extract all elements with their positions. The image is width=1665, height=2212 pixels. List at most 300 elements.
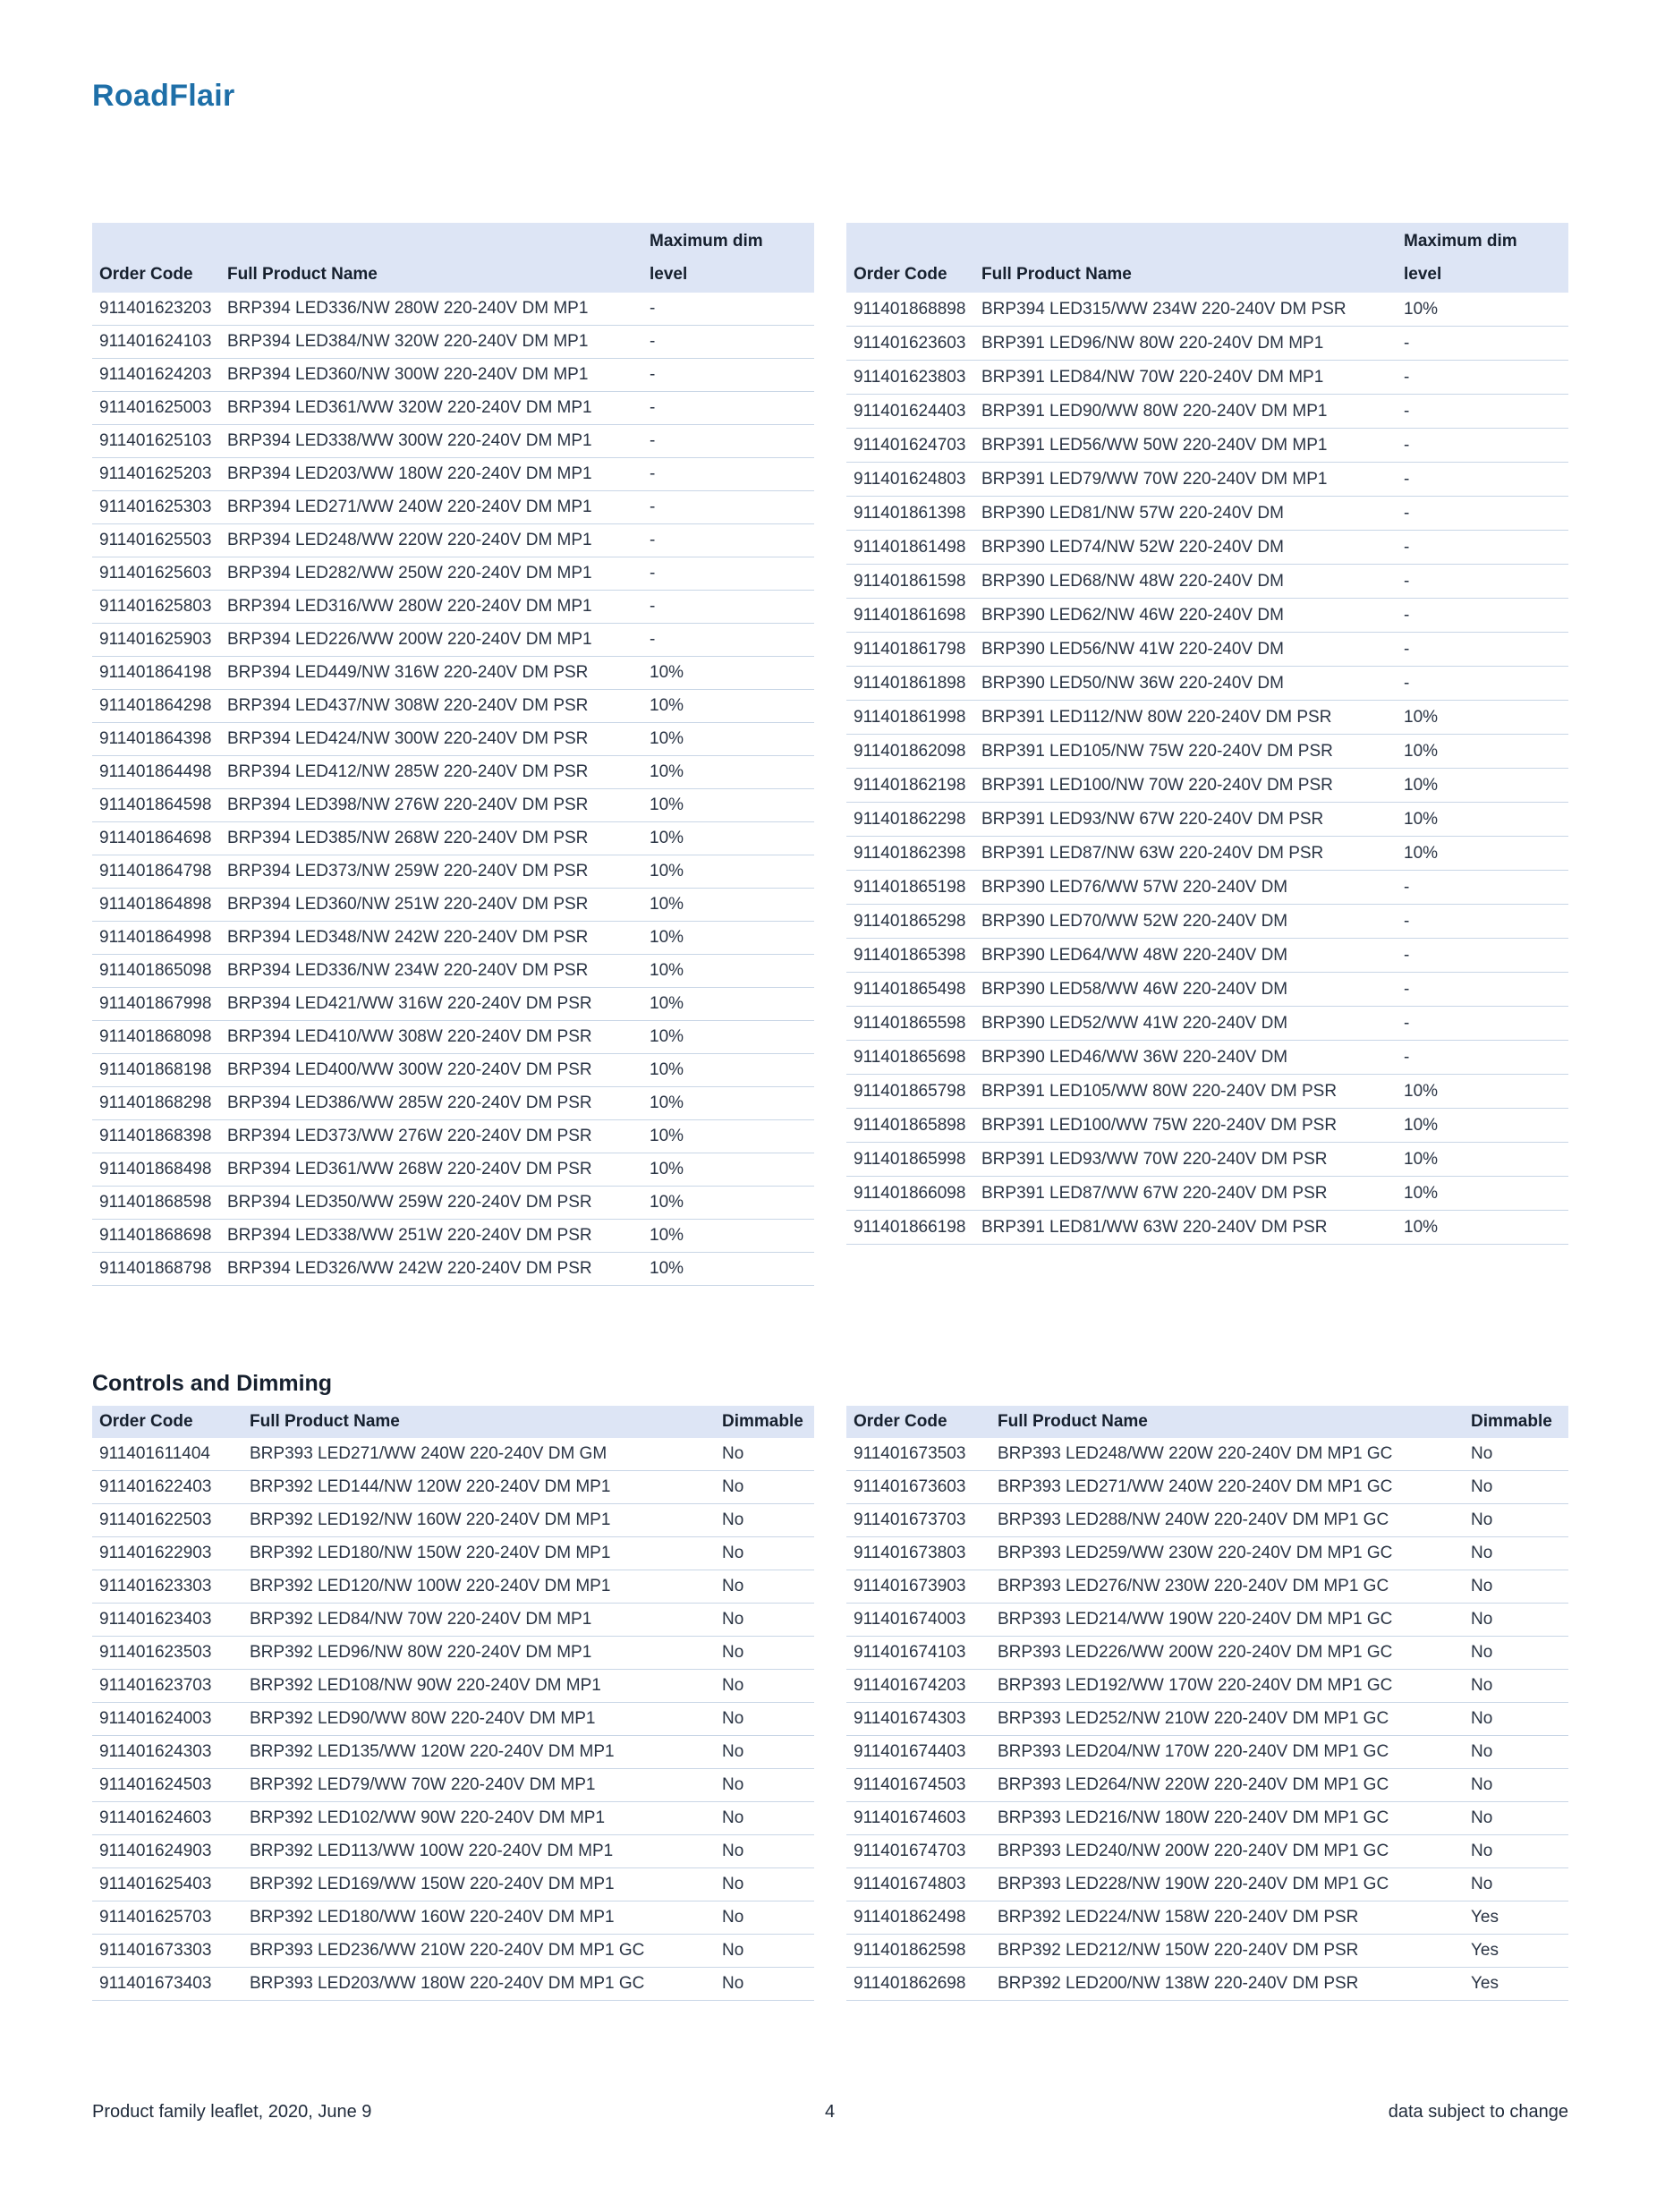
- product-name-cell: BRP394 LED412/NW 285W 220-240V DM PSR: [220, 756, 642, 789]
- product-name-cell: BRP391 LED105/NW 75W 220-240V DM PSR: [974, 735, 1397, 769]
- order-code-cell: 911401674203: [846, 1670, 990, 1703]
- header-max-dim-line2: level: [1404, 265, 1442, 284]
- order-code-cell: 911401673803: [846, 1537, 990, 1570]
- table-row: [92, 657, 814, 690]
- product-name-cell: BRP393 LED259/WW 230W 220-240V DM MP1 GC: [990, 1537, 1464, 1570]
- value-cell: 10%: [1397, 735, 1568, 769]
- value-cell: No: [715, 1868, 814, 1901]
- product-name-cell: BRP393 LED216/NW 180W 220-240V DM MP1 GC: [990, 1802, 1464, 1835]
- product-name-cell: BRP393 LED264/NW 220W 220-240V DM MP1 GC: [990, 1769, 1464, 1802]
- order-code-cell: 911401864898: [92, 889, 220, 922]
- table-row: [846, 497, 1568, 531]
- product-name-cell: BRP394 LED384/NW 320W 220-240V DM MP1: [220, 326, 642, 359]
- table-row: [846, 1868, 1568, 1901]
- table-row: [846, 1935, 1568, 1968]
- product-name-cell: BRP393 LED236/WW 210W 220-240V DM MP1 GC: [242, 1935, 715, 1968]
- table-row: [92, 1471, 814, 1504]
- table-row: [846, 1537, 1568, 1570]
- product-name-cell: BRP391 LED93/WW 70W 220-240V DM PSR: [974, 1143, 1397, 1177]
- order-code-cell: 911401625203: [92, 458, 220, 491]
- table-row: [846, 837, 1568, 871]
- value-cell: No: [1464, 1438, 1568, 1471]
- value-cell: -: [1397, 1007, 1568, 1041]
- product-name-cell: BRP390 LED46/WW 36W 220-240V DM: [974, 1041, 1397, 1075]
- order-code-cell: 911401623703: [92, 1670, 242, 1703]
- table-row: [92, 1187, 814, 1220]
- order-code-cell: 911401861398: [846, 497, 974, 531]
- table-row: [92, 458, 814, 491]
- product-name-cell: BRP393 LED226/WW 200W 220-240V DM MP1 GC: [990, 1637, 1464, 1670]
- order-code-cell: 911401868898: [846, 293, 974, 327]
- product-name-cell: BRP392 LED135/WW 120W 220-240V DM MP1: [242, 1736, 715, 1769]
- order-code-cell: 911401864798: [92, 855, 220, 889]
- value-cell: -: [1397, 973, 1568, 1007]
- order-code-cell: 911401624403: [846, 395, 974, 429]
- table-row: [92, 1968, 814, 2001]
- order-code-cell: 911401862698: [846, 1968, 990, 2001]
- order-code-cell: 911401625603: [92, 557, 220, 591]
- product-name-cell: BRP391 LED105/WW 80W 220-240V DM PSR: [974, 1075, 1397, 1109]
- product-name-cell: BRP390 LED50/NW 36W 220-240V DM: [974, 667, 1397, 701]
- order-code-cell: 911401673703: [846, 1504, 990, 1537]
- table-row: [92, 624, 814, 657]
- value-cell: No: [715, 1537, 814, 1570]
- product-name-cell: BRP391 LED79/WW 70W 220-240V DM MP1: [974, 463, 1397, 497]
- product-name-cell: BRP390 LED64/WW 48W 220-240V DM: [974, 939, 1397, 973]
- value-cell: 10%: [642, 789, 814, 822]
- value-cell: No: [1464, 1604, 1568, 1637]
- order-code-cell: 911401865198: [846, 871, 974, 905]
- order-code-cell: 911401673403: [92, 1968, 242, 2001]
- product-name-cell: BRP392 LED192/NW 160W 220-240V DM MP1: [242, 1504, 715, 1537]
- product-name-cell: BRP390 LED68/NW 48W 220-240V DM: [974, 565, 1397, 599]
- product-name-cell: BRP390 LED52/WW 41W 220-240V DM: [974, 1007, 1397, 1041]
- value-cell: No: [715, 1703, 814, 1736]
- product-name-cell: BRP392 LED200/NW 138W 220-240V DM PSR: [990, 1968, 1464, 2001]
- value-cell: No: [715, 1968, 814, 2001]
- header-order-code: Order Code: [92, 223, 220, 293]
- product-name-cell: BRP393 LED204/NW 170W 220-240V DM MP1 GC: [990, 1736, 1464, 1769]
- table-row: [846, 361, 1568, 395]
- table-row: [92, 1802, 814, 1835]
- order-code-cell: 911401673303: [92, 1935, 242, 1968]
- value-cell: -: [642, 293, 814, 326]
- order-code-cell: 911401674003: [846, 1604, 990, 1637]
- value-cell: No: [715, 1570, 814, 1604]
- value-cell: No: [1464, 1570, 1568, 1604]
- table-row: [846, 667, 1568, 701]
- value-cell: No: [715, 1604, 814, 1637]
- table-row: [846, 429, 1568, 463]
- table-row: [92, 1637, 814, 1670]
- table-row: [92, 392, 814, 425]
- product-name-cell: BRP393 LED248/WW 220W 220-240V DM MP1 GC: [990, 1438, 1464, 1471]
- product-name-cell: BRP391 LED87/WW 67W 220-240V DM PSR: [974, 1177, 1397, 1211]
- table-row: [846, 1968, 1568, 2001]
- order-code-cell: 911401623603: [846, 327, 974, 361]
- order-code-cell: 911401864298: [92, 690, 220, 723]
- header-max-dim-level: [642, 223, 814, 293]
- value-cell: -: [642, 491, 814, 524]
- table-row: [92, 524, 814, 557]
- table-row: [92, 889, 814, 922]
- order-code-cell: 911401864598: [92, 789, 220, 822]
- value-cell: -: [1397, 361, 1568, 395]
- product-name-cell: BRP393 LED203/WW 180W 220-240V DM MP1 GC: [242, 1968, 715, 2001]
- order-code-cell: 911401624303: [92, 1736, 242, 1769]
- product-name-cell: BRP393 LED252/NW 210W 220-240V DM MP1 GC: [990, 1703, 1464, 1736]
- value-cell: -: [642, 624, 814, 657]
- order-code-cell: 911401674103: [846, 1637, 990, 1670]
- table-row: [92, 1868, 814, 1901]
- value-cell: 10%: [1397, 1177, 1568, 1211]
- table-row: [92, 1438, 814, 1471]
- dim-table-right-body: [846, 293, 1568, 1245]
- product-name-cell: BRP393 LED214/WW 190W 220-240V DM MP1 GC: [990, 1604, 1464, 1637]
- value-cell: Yes: [1464, 1901, 1568, 1935]
- value-cell: -: [1397, 939, 1568, 973]
- table-row: [92, 1087, 814, 1120]
- value-cell: No: [1464, 1537, 1568, 1570]
- table-row: [92, 789, 814, 822]
- order-code-cell: 911401625103: [92, 425, 220, 458]
- order-code-cell: 911401865498: [846, 973, 974, 1007]
- table-row: [846, 1802, 1568, 1835]
- table-row: [846, 1901, 1568, 1935]
- order-code-cell: 911401623303: [92, 1570, 242, 1604]
- table-row: [92, 557, 814, 591]
- table-row: [846, 1769, 1568, 1802]
- order-code-cell: 911401674303: [846, 1703, 990, 1736]
- product-name-cell: BRP391 LED112/NW 80W 220-240V DM PSR: [974, 701, 1397, 735]
- table-row: [92, 1120, 814, 1153]
- table-row: [846, 1835, 1568, 1868]
- order-code-cell: 911401622503: [92, 1504, 242, 1537]
- order-code-cell: 911401867998: [92, 988, 220, 1021]
- value-cell: No: [715, 1438, 814, 1471]
- table-row: [92, 591, 814, 624]
- header-max-dim-level: [1397, 223, 1568, 293]
- product-name-cell: BRP392 LED113/WW 100W 220-240V DM MP1: [242, 1835, 715, 1868]
- value-cell: No: [715, 1504, 814, 1537]
- order-code-cell: 911401861898: [846, 667, 974, 701]
- table-row: [92, 1901, 814, 1935]
- order-code-cell: 911401861998: [846, 701, 974, 735]
- table-row: [92, 1504, 814, 1537]
- order-code-cell: 911401862198: [846, 769, 974, 803]
- table-row: [92, 1604, 814, 1637]
- product-name-cell: BRP394 LED437/NW 308W 220-240V DM PSR: [220, 690, 642, 723]
- product-name-cell: BRP391 LED96/NW 80W 220-240V DM MP1: [974, 327, 1397, 361]
- value-cell: No: [1464, 1637, 1568, 1670]
- order-code-cell: 911401674603: [846, 1802, 990, 1835]
- value-cell: -: [1397, 497, 1568, 531]
- order-code-cell: 911401624003: [92, 1703, 242, 1736]
- table-row: [92, 326, 814, 359]
- order-code-cell: 911401868198: [92, 1054, 220, 1087]
- table-row: [846, 1075, 1568, 1109]
- value-cell: No: [1464, 1802, 1568, 1835]
- table-row: [92, 1153, 814, 1187]
- table-row: [846, 735, 1568, 769]
- product-name-cell: BRP392 LED84/NW 70W 220-240V DM MP1: [242, 1604, 715, 1637]
- product-name-cell: BRP394 LED385/NW 268W 220-240V DM PSR: [220, 822, 642, 855]
- order-code-cell: 911401623503: [92, 1637, 242, 1670]
- product-name-cell: BRP394 LED410/WW 308W 220-240V DM PSR: [220, 1021, 642, 1054]
- header-max-dim-line1: Maximum dim: [1404, 232, 1517, 251]
- product-name-cell: BRP394 LED226/WW 200W 220-240V DM MP1: [220, 624, 642, 657]
- order-code-cell: 911401674503: [846, 1769, 990, 1802]
- table-row: [92, 756, 814, 789]
- table-row: [846, 1041, 1568, 1075]
- table-row: [92, 491, 814, 524]
- product-name-cell: BRP391 LED87/NW 63W 220-240V DM PSR: [974, 837, 1397, 871]
- header-dimmable: Dimmable: [715, 1406, 814, 1438]
- product-name-cell: BRP393 LED192/WW 170W 220-240V DM MP1 GC: [990, 1670, 1464, 1703]
- product-name-cell: BRP392 LED120/NW 100W 220-240V DM MP1: [242, 1570, 715, 1604]
- value-cell: 10%: [642, 855, 814, 889]
- table-row: [846, 565, 1568, 599]
- value-cell: 10%: [1397, 803, 1568, 837]
- order-code-cell: 911401624903: [92, 1835, 242, 1868]
- order-code-cell: 911401625903: [92, 624, 220, 657]
- table-row: [846, 463, 1568, 497]
- order-code-cell: 911401865098: [92, 955, 220, 988]
- value-cell: -: [642, 591, 814, 624]
- table-row: [92, 955, 814, 988]
- order-code-cell: 911401864998: [92, 922, 220, 955]
- value-cell: -: [1397, 327, 1568, 361]
- value-cell: No: [1464, 1670, 1568, 1703]
- order-code-cell: 911401868298: [92, 1087, 220, 1120]
- order-code-cell: 911401864498: [92, 756, 220, 789]
- header-max-dim-line2: level: [650, 265, 688, 284]
- order-code-cell: 911401861798: [846, 633, 974, 667]
- order-code-cell: 911401866098: [846, 1177, 974, 1211]
- table-row: [846, 1143, 1568, 1177]
- order-code-cell: 911401625303: [92, 491, 220, 524]
- value-cell: 10%: [642, 1187, 814, 1220]
- product-name-cell: BRP391 LED81/WW 63W 220-240V DM PSR: [974, 1211, 1397, 1245]
- value-cell: -: [1397, 565, 1568, 599]
- product-name-cell: BRP390 LED70/WW 52W 220-240V DM: [974, 905, 1397, 939]
- product-name-cell: BRP394 LED282/WW 250W 220-240V DM MP1: [220, 557, 642, 591]
- value-cell: No: [715, 1670, 814, 1703]
- table-row: [846, 1438, 1568, 1471]
- order-code-cell: 911401865798: [846, 1075, 974, 1109]
- value-cell: No: [1464, 1703, 1568, 1736]
- product-name-cell: BRP392 LED79/WW 70W 220-240V DM MP1: [242, 1769, 715, 1802]
- product-name-cell: BRP394 LED316/WW 280W 220-240V DM MP1: [220, 591, 642, 624]
- dim-table-left: [92, 223, 814, 1286]
- order-code-cell: 911401865698: [846, 1041, 974, 1075]
- controls-table-right: [846, 1406, 1568, 2001]
- product-name-cell: BRP394 LED421/WW 316W 220-240V DM PSR: [220, 988, 642, 1021]
- value-cell: 10%: [1397, 769, 1568, 803]
- table-row: [92, 1736, 814, 1769]
- header-product-name: Full Product Name: [990, 1406, 1464, 1438]
- product-name-cell: BRP392 LED180/WW 160W 220-240V DM MP1: [242, 1901, 715, 1935]
- value-cell: 10%: [1397, 837, 1568, 871]
- value-cell: No: [715, 1637, 814, 1670]
- table-row: [92, 359, 814, 392]
- table-row: [92, 1021, 814, 1054]
- table-row: [846, 1604, 1568, 1637]
- table-row: [846, 599, 1568, 633]
- value-cell: 10%: [642, 1220, 814, 1253]
- table-row: [846, 803, 1568, 837]
- order-code-cell: 911401673903: [846, 1570, 990, 1604]
- value-cell: 10%: [642, 922, 814, 955]
- value-cell: -: [642, 326, 814, 359]
- value-cell: No: [1464, 1835, 1568, 1868]
- value-cell: No: [715, 1901, 814, 1935]
- order-code-cell: 911401861498: [846, 531, 974, 565]
- value-cell: 10%: [1397, 1075, 1568, 1109]
- product-name-cell: BRP390 LED81/NW 57W 220-240V DM: [974, 497, 1397, 531]
- order-code-cell: 911401625403: [92, 1868, 242, 1901]
- product-name-cell: BRP392 LED90/WW 80W 220-240V DM MP1: [242, 1703, 715, 1736]
- product-name-cell: BRP391 LED100/NW 70W 220-240V DM PSR: [974, 769, 1397, 803]
- table-row: [846, 1504, 1568, 1537]
- header-dimmable: Dimmable: [1464, 1406, 1568, 1438]
- order-code-cell: 911401624703: [846, 429, 974, 463]
- table-row: [846, 1177, 1568, 1211]
- controls-table-right-header: [846, 1406, 1568, 1438]
- value-cell: -: [1397, 905, 1568, 939]
- order-code-cell: 911401622903: [92, 1537, 242, 1570]
- product-name-cell: BRP394 LED271/WW 240W 220-240V DM MP1: [220, 491, 642, 524]
- table-row: [92, 1935, 814, 1968]
- order-code-cell: 911401868698: [92, 1220, 220, 1253]
- table-row: [92, 1220, 814, 1253]
- order-code-cell: 911401866198: [846, 1211, 974, 1245]
- table-row: [92, 690, 814, 723]
- product-name-cell: BRP392 LED169/WW 150W 220-240V DM MP1: [242, 1868, 715, 1901]
- product-name-cell: BRP394 LED338/WW 251W 220-240V DM PSR: [220, 1220, 642, 1253]
- product-name-cell: BRP390 LED74/NW 52W 220-240V DM: [974, 531, 1397, 565]
- table-row: [846, 1471, 1568, 1504]
- product-name-cell: BRP394 LED315/WW 234W 220-240V DM PSR: [974, 293, 1397, 327]
- table-row: [92, 1054, 814, 1087]
- order-code-cell: 911401624503: [92, 1769, 242, 1802]
- value-cell: -: [1397, 531, 1568, 565]
- order-code-cell: 911401623203: [92, 293, 220, 326]
- product-name-cell: BRP393 LED228/NW 190W 220-240V DM MP1 GC: [990, 1868, 1464, 1901]
- value-cell: 10%: [642, 955, 814, 988]
- order-code-cell: 911401674403: [846, 1736, 990, 1769]
- table-row: [92, 988, 814, 1021]
- value-cell: 10%: [642, 1054, 814, 1087]
- order-code-cell: 911401868798: [92, 1253, 220, 1286]
- dim-table-right: [846, 223, 1568, 1245]
- product-name-cell: BRP391 LED93/NW 67W 220-240V DM PSR: [974, 803, 1397, 837]
- table-row: [846, 327, 1568, 361]
- order-code-cell: 911401862498: [846, 1901, 990, 1935]
- value-cell: -: [1397, 395, 1568, 429]
- table-row: [92, 1253, 814, 1286]
- order-code-cell: 911401674703: [846, 1835, 990, 1868]
- order-code-cell: 911401624203: [92, 359, 220, 392]
- order-code-cell: 911401864198: [92, 657, 220, 690]
- table-row: [92, 1537, 814, 1570]
- order-code-cell: 911401625003: [92, 392, 220, 425]
- product-name-cell: BRP392 LED108/NW 90W 220-240V DM MP1: [242, 1670, 715, 1703]
- order-code-cell: 911401868098: [92, 1021, 220, 1054]
- order-code-cell: 911401865598: [846, 1007, 974, 1041]
- order-code-cell: 911401625503: [92, 524, 220, 557]
- controls-table-left: [92, 1406, 814, 2001]
- order-code-cell: 911401624803: [846, 463, 974, 497]
- product-name-cell: BRP394 LED360/NW 300W 220-240V DM MP1: [220, 359, 642, 392]
- product-name-cell: BRP394 LED361/WW 268W 220-240V DM PSR: [220, 1153, 642, 1187]
- dim-table-left-body: [92, 293, 814, 1286]
- product-name-cell: BRP393 LED271/WW 240W 220-240V DM GM: [242, 1438, 715, 1471]
- product-name-cell: BRP391 LED56/WW 50W 220-240V DM MP1: [974, 429, 1397, 463]
- product-name-cell: BRP391 LED84/NW 70W 220-240V DM MP1: [974, 361, 1397, 395]
- table-row: [846, 939, 1568, 973]
- order-code-cell: 911401623403: [92, 1604, 242, 1637]
- product-name-cell: BRP394 LED326/WW 242W 220-240V DM PSR: [220, 1253, 642, 1286]
- controls-table-left-header: [92, 1406, 814, 1438]
- product-name-cell: BRP390 LED76/WW 57W 220-240V DM: [974, 871, 1397, 905]
- value-cell: No: [715, 1935, 814, 1968]
- order-code-cell: 911401624103: [92, 326, 220, 359]
- value-cell: 10%: [1397, 1143, 1568, 1177]
- product-name-cell: BRP391 LED90/WW 80W 220-240V DM MP1: [974, 395, 1397, 429]
- order-code-cell: 911401865998: [846, 1143, 974, 1177]
- value-cell: -: [1397, 599, 1568, 633]
- value-cell: Yes: [1464, 1968, 1568, 2001]
- controls-table-right-body: [846, 1438, 1568, 2001]
- product-name-cell: BRP393 LED240/NW 200W 220-240V DM MP1 GC: [990, 1835, 1464, 1868]
- header-order-code: Order Code: [846, 223, 974, 293]
- value-cell: No: [715, 1835, 814, 1868]
- value-cell: -: [642, 458, 814, 491]
- order-code-cell: 911401861598: [846, 565, 974, 599]
- value-cell: Yes: [1464, 1935, 1568, 1968]
- value-cell: 10%: [642, 1021, 814, 1054]
- value-cell: -: [642, 392, 814, 425]
- product-name-cell: BRP394 LED350/WW 259W 220-240V DM PSR: [220, 1187, 642, 1220]
- value-cell: 10%: [642, 822, 814, 855]
- section-title-controls-dimming: Controls and Dimming: [92, 1371, 333, 1396]
- value-cell: -: [1397, 871, 1568, 905]
- table-row: [846, 1109, 1568, 1143]
- order-code-cell: 911401865398: [846, 939, 974, 973]
- product-name-cell: BRP394 LED424/NW 300W 220-240V DM PSR: [220, 723, 642, 756]
- product-name-cell: BRP394 LED386/WW 285W 220-240V DM PSR: [220, 1087, 642, 1120]
- value-cell: -: [1397, 633, 1568, 667]
- table-row: [92, 425, 814, 458]
- table-row: [92, 1670, 814, 1703]
- table-row: [92, 723, 814, 756]
- table-row: [846, 1007, 1568, 1041]
- product-name-cell: BRP394 LED338/WW 300W 220-240V DM MP1: [220, 425, 642, 458]
- value-cell: No: [715, 1471, 814, 1504]
- dim-table-left-header: [92, 223, 814, 293]
- product-name-cell: BRP394 LED373/NW 259W 220-240V DM PSR: [220, 855, 642, 889]
- footer-disclaimer: data subject to change: [1388, 2102, 1568, 2122]
- header-order-code: Order Code: [846, 1406, 990, 1438]
- table-row: [846, 1703, 1568, 1736]
- table-row: [92, 293, 814, 326]
- product-name-cell: BRP393 LED276/NW 230W 220-240V DM MP1 GC: [990, 1570, 1464, 1604]
- header-product-name: Full Product Name: [974, 223, 1397, 293]
- value-cell: -: [642, 425, 814, 458]
- footer-page-number: 4: [825, 2102, 836, 2122]
- value-cell: No: [1464, 1736, 1568, 1769]
